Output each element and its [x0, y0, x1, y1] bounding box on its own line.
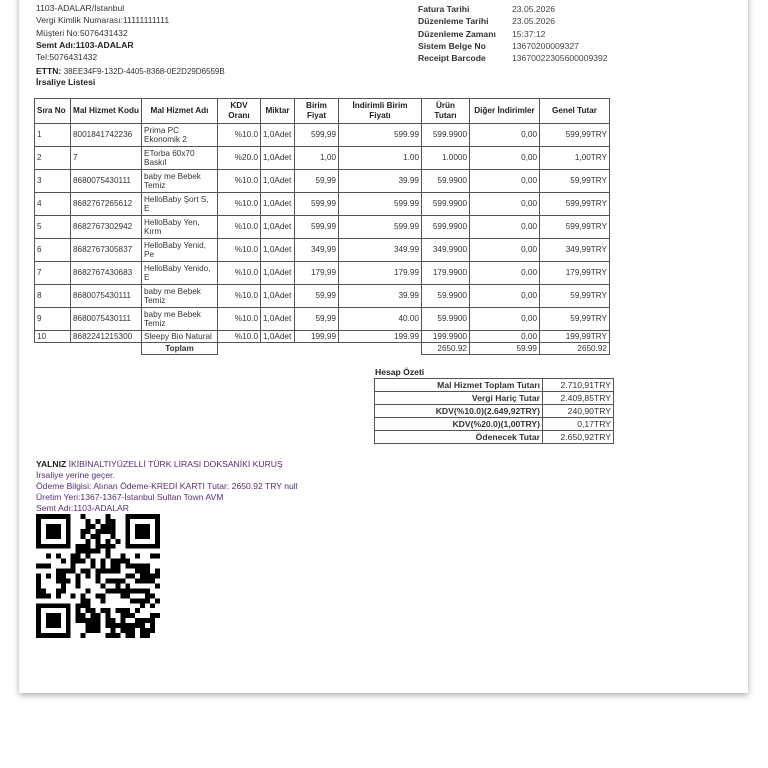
- district-name: Semt Adı:1103-ADALAR: [36, 40, 134, 50]
- table-row: [35, 239, 610, 262]
- cell-total: 59,99TRY: [540, 170, 610, 193]
- cell-qty: 1,0Adet: [261, 170, 295, 193]
- table-row: [35, 147, 610, 170]
- cell-name: Sleepy Bio Natural: [142, 331, 218, 343]
- col-header-code: Mal Hizmet Kodu: [71, 99, 142, 124]
- col-header-vat: KDV Oranı: [218, 99, 261, 124]
- cell-row-no: 1: [35, 124, 71, 147]
- col-header-total: Genel Tutar: [540, 99, 610, 124]
- footer-production-place: Üretim Yeri:1367-1367-İstanbul Sultan Town AVM: [36, 492, 224, 502]
- cell-qty: 1,0Adet: [261, 193, 295, 216]
- cell-row-no: 10: [35, 331, 71, 343]
- cell-total: 1,00TRY: [540, 147, 610, 170]
- summary-label: Mal Hizmet Toplam Tutarı: [375, 379, 543, 392]
- cell-unit-price: 59,99: [295, 170, 339, 193]
- table-row: [35, 262, 610, 285]
- meta-value-issue-date: 23.05.2026: [512, 16, 556, 26]
- cell-code: 8680075430111: [71, 285, 142, 308]
- cell-vat: %10.0: [218, 170, 261, 193]
- cell-product-amount: 59.9900: [422, 308, 470, 331]
- cell-code: 7: [71, 147, 142, 170]
- cell-discounted-price: 599.99: [339, 216, 422, 239]
- cell-name: baby me Bebek Temiz: [142, 170, 218, 193]
- table-row: [35, 308, 610, 331]
- cell-row-no: 2: [35, 147, 71, 170]
- cell-row-no: 4: [35, 193, 71, 216]
- cell-vat: %10.0: [218, 124, 261, 147]
- cell-code: 8680075430111: [71, 308, 142, 331]
- summary-row: [375, 392, 614, 405]
- cell-product-amount: 179.9900: [422, 262, 470, 285]
- cell-discounted-price: 349.99: [339, 239, 422, 262]
- table-row: [35, 331, 610, 343]
- cell-vat: %10.0: [218, 331, 261, 343]
- cell-discounted-price: 599.99: [339, 124, 422, 147]
- cell-total: 199,99TRY: [540, 331, 610, 343]
- seller-tax-id: Vergi Kimlik Numarası:11111111111: [36, 15, 170, 25]
- cell-vat: %10.0: [218, 285, 261, 308]
- table-row: [35, 216, 610, 239]
- meta-value-invoice-date: 23.05.2026: [512, 4, 556, 14]
- cell-other-discounts: 0,00: [470, 262, 540, 285]
- meta-label-invoice-date: Fatura Tarihi: [418, 4, 470, 14]
- summary-label: KDV(%20.0)(1,00TRY): [375, 418, 543, 431]
- cell-vat: %10.0: [218, 193, 261, 216]
- col-header-discounted-price: İndirimli Birim Fiyatı: [339, 99, 422, 124]
- cell-product-amount: 599.9900: [422, 216, 470, 239]
- cell-row-no: 9: [35, 308, 71, 331]
- summary-value: 240,90TRY: [543, 405, 614, 418]
- cell-product-amount: 599.9900: [422, 124, 470, 147]
- summary-table: [374, 378, 614, 444]
- cell-qty: 1,0Adet: [261, 308, 295, 331]
- cell-qty: 1,0Adet: [261, 124, 295, 147]
- col-header-product-amount: Ürün Tutarı: [422, 99, 470, 124]
- table-row: [35, 170, 610, 193]
- cell-discounted-price: 199.99: [339, 331, 422, 343]
- cell-other-discounts: 0,00: [470, 216, 540, 239]
- cell-qty: 1,0Adet: [261, 147, 295, 170]
- meta-value-receipt-barcode: 13670022305600009392: [512, 53, 608, 63]
- cell-discounted-price: 39.99: [339, 170, 422, 193]
- summary-row: [375, 379, 614, 392]
- cell-other-discounts: 0,00: [470, 239, 540, 262]
- cell-other-discounts: 0,00: [470, 331, 540, 343]
- cell-vat: %10.0: [218, 216, 261, 239]
- cell-code: 8001841742236: [71, 124, 142, 147]
- cell-code: 8682767302942: [71, 216, 142, 239]
- summary-row: [375, 418, 614, 431]
- summary-label: Ödenecek Tutar: [375, 431, 543, 444]
- seller-address: 1103-ADALAR/İstanbul: [36, 3, 125, 13]
- cell-name: baby me Bebek Temiz: [142, 285, 218, 308]
- cell-total: 59,99TRY: [540, 308, 610, 331]
- cell-unit-price: 59,99: [295, 285, 339, 308]
- summary-label: Vergi Hariç Tutar: [375, 392, 543, 405]
- table-row: [35, 124, 610, 147]
- cell-vat: %10.0: [218, 262, 261, 285]
- cell-unit-price: 1,00: [295, 147, 339, 170]
- cell-discounted-price: 39.99: [339, 285, 422, 308]
- cell-code: 8682241215300: [71, 331, 142, 343]
- cell-name: ETorba 60x70 Baskıl: [142, 147, 218, 170]
- cell-row-no: 5: [35, 216, 71, 239]
- cell-unit-price: 599,99: [295, 124, 339, 147]
- cell-code: 8682767265612: [71, 193, 142, 216]
- total-other-discounts: 59.99: [470, 343, 540, 355]
- cell-name: HelloBaby Şort S, E: [142, 193, 218, 216]
- cell-other-discounts: 0,00: [470, 124, 540, 147]
- cell-unit-price: 199,99: [295, 331, 339, 343]
- meta-label-receipt-barcode: Receipt Barcode: [418, 53, 486, 63]
- meta-label-system-doc-no: Sistem Belge No: [418, 41, 486, 51]
- cell-name: HelloBaby Yenid, Pe: [142, 239, 218, 262]
- summary-title: Hesap Özeti: [375, 367, 425, 377]
- total-label: Toplam: [142, 343, 218, 355]
- seller-phone: Tel:5076431432: [36, 52, 98, 62]
- cell-name: baby me Bebek Temiz: [142, 308, 218, 331]
- cell-name: HelloBaby Yen, Kırm: [142, 216, 218, 239]
- cell-unit-price: 599,99: [295, 193, 339, 216]
- summary-value: 0,17TRY: [543, 418, 614, 431]
- meta-label-issue-time: Düzenleme Zamanı: [418, 29, 496, 39]
- cell-discounted-price: 599.99: [339, 193, 422, 216]
- ettn-label: ETTN:: [36, 66, 62, 76]
- cell-qty: 1,0Adet: [261, 262, 295, 285]
- col-header-other-discounts: Diğer İndirimler: [470, 99, 540, 124]
- cell-product-amount: 59.9900: [422, 285, 470, 308]
- qr-code: [36, 514, 160, 638]
- cell-other-discounts: 0,00: [470, 170, 540, 193]
- cell-qty: 1,0Adet: [261, 285, 295, 308]
- items-table: [34, 98, 610, 355]
- table-total-row: [35, 343, 610, 355]
- cell-qty: 1,0Adet: [261, 239, 295, 262]
- cell-total: 179,99TRY: [540, 262, 610, 285]
- cell-product-amount: 59.9900: [422, 170, 470, 193]
- cell-unit-price: 179,99: [295, 262, 339, 285]
- cell-other-discounts: 0,00: [470, 193, 540, 216]
- cell-total: 599,99TRY: [540, 216, 610, 239]
- ettn-value: 38EE34F9-132D-4405-8368-0E2D29D6559B: [63, 67, 225, 76]
- footer-district: Semt Adı:1103-ADALAR: [36, 503, 129, 513]
- footer-note-dispatch: İrsaliye yerine geçer.: [36, 470, 115, 480]
- summary-label: KDV(%10.0)(2.649,92TRY): [375, 405, 543, 418]
- col-header-qty: Miktar: [261, 99, 295, 124]
- summary-row: [375, 405, 614, 418]
- cell-total: 599,99TRY: [540, 193, 610, 216]
- cell-qty: 1,0Adet: [261, 331, 295, 343]
- cell-total: 349,99TRY: [540, 239, 610, 262]
- table-header-row: [35, 99, 610, 124]
- cell-vat: %10.0: [218, 308, 261, 331]
- cell-row-no: 3: [35, 170, 71, 193]
- cell-code: 8682767305837: [71, 239, 142, 262]
- cell-total: 59,99TRY: [540, 285, 610, 308]
- cell-row-no: 8: [35, 285, 71, 308]
- table-row: [35, 285, 610, 308]
- cell-other-discounts: 0,00: [470, 308, 540, 331]
- dispatch-list-label: İrsaliye Listesi: [36, 77, 96, 87]
- footer-payment-info: Ödeme Bilgisi: Alınan Ödeme-KREDİ KARTI Tutar: 2650.92 TRY null: [36, 481, 298, 491]
- cell-vat: %20.0: [218, 147, 261, 170]
- cell-unit-price: 599,99: [295, 216, 339, 239]
- summary-value: 2.710,91TRY: [543, 379, 614, 392]
- cell-name: HelloBaby Yenido, E: [142, 262, 218, 285]
- cell-other-discounts: 0,00: [470, 285, 540, 308]
- amount-words-prefix: YALNIZ: [36, 459, 67, 469]
- summary-row: [375, 431, 614, 444]
- meta-label-issue-date: Düzenleme Tarihi: [418, 16, 489, 26]
- cell-code: 8682767430683: [71, 262, 142, 285]
- cell-total: 599,99TRY: [540, 124, 610, 147]
- cell-discounted-price: 179.99: [339, 262, 422, 285]
- table-row: [35, 193, 610, 216]
- total-general-amount: 2650.92: [540, 343, 610, 355]
- meta-value-issue-time: 15:37:12: [512, 29, 546, 39]
- col-header-row-no: Sıra No: [35, 99, 71, 124]
- col-header-unit-price: Birim Fiyat: [295, 99, 339, 124]
- cell-product-amount: 1.0000: [422, 147, 470, 170]
- cell-product-amount: 349.9900: [422, 239, 470, 262]
- cell-row-no: 6: [35, 239, 71, 262]
- ettn-line: [36, 66, 225, 77]
- amount-in-words: [36, 459, 283, 470]
- cell-vat: %10.0: [218, 239, 261, 262]
- cell-code: 8680075430111: [71, 170, 142, 193]
- total-product-amount: 2650.92: [422, 343, 470, 355]
- amount-words-text: İKİBİNALTIYÜZELLİ TÜRK LİRASI DOKSANİKİ KURUŞ: [68, 459, 283, 469]
- cell-row-no: 7: [35, 262, 71, 285]
- cell-name: Prima PC Ekonomik 2: [142, 124, 218, 147]
- customer-no: Müşteri No:5076431432: [36, 28, 128, 38]
- cell-other-discounts: 0,00: [470, 147, 540, 170]
- cell-unit-price: 349,99: [295, 239, 339, 262]
- cell-discounted-price: 1.00: [339, 147, 422, 170]
- cell-product-amount: 199.9900: [422, 331, 470, 343]
- cell-unit-price: 59,99: [295, 308, 339, 331]
- summary-value: 2.409,85TRY: [543, 392, 614, 405]
- cell-discounted-price: 40.00: [339, 308, 422, 331]
- meta-value-system-doc-no: 13670200009327: [512, 41, 579, 51]
- cell-qty: 1,0Adet: [261, 216, 295, 239]
- col-header-name: Mal Hizmet Adı: [142, 99, 218, 124]
- summary-value: 2.650,92TRY: [543, 431, 614, 444]
- cell-product-amount: 599.9900: [422, 193, 470, 216]
